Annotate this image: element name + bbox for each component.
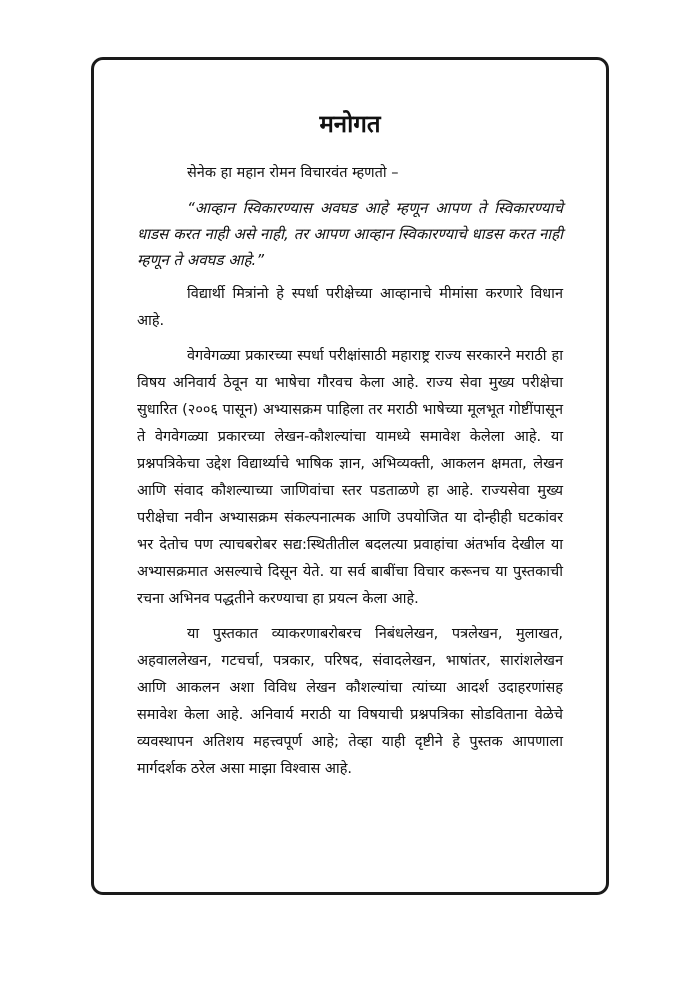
- body-text: [137, 160, 563, 791]
- paragraph: या पुस्तकात व्याकरणाबरोबरच निबंधलेखन, पत्रलेखन, मुलाखत, अहवाललेखन, गटचर्चा, पत्रकार, परिषद, संवादलेखन, भाषांतर, सारांशलेखन आणि आकलन अशा विविध लेखन कौशल्यांचा त्यांच्या आदर्श उदाहरणांसह समावेश केला आहे. अनिवार्य मराठी या विषयाची प्रश्नपत्रिका सोडविताना वेळेचे व्यवस्थापन अतिशय महत्त्वपूर्ण आहे; तेव्हा याही दृष्टीने हे पुस्तक आपणाला मार्गदर्शक ठरेल असा माझा विश्वास आहे.: [137, 626, 563, 777]
- intro-line: सेनेक हा महान रोमन विचारवंत म्हणतो –: [187, 165, 399, 181]
- page-title: मनोगत: [319, 110, 381, 138]
- seneca-quote: “आव्हान स्विकारण्यास अवघड आहे म्हणून आपण ते स्विकारण्याचे धाडस करत नाही असे नाही, तर आपण आव्हान स्विकारण्याचे धाडस करत नाही म्हणून ते अवघड आहे.”: [137, 199, 563, 269]
- paragraph: विद्यार्थी मित्रांनो हे स्पर्धा परीक्षेच्या आव्हानाचे मीमांसा करणारे विधान आहे.: [137, 286, 563, 329]
- paragraph: वेगवेगळ्या प्रकारच्या स्पर्धा परीक्षांसाठी महाराष्ट्र राज्य सरकारने मराठी हा विषय अनिवार्य ठेवून या भाषेचा गौरवच केला आहे. राज्य सेवा मुख्य परीक्षेचा सुधारित (२००६ पासून) अभ्यासक्रम पाहिला तर मराठी भाषेच्या मूलभूत गोष्टींपासून ते वेगवेगळ्या प्रकारच्या लेखन-कौशल्यांचा यामध्ये समावेश केलेला आहे. या प्रश्नपत्रिकेचा उद्देश विद्यार्थ्याचे भाषिक ज्ञान, अभिव्यक्ती, आकलन क्षमता, लेखन आणि संवाद कौशल्याच्या जाणिवांचा स्तर पडताळणे हा आहे. राज्यसेवा मुख्य परीक्षेचा नवीन अभ्यासक्रम संकल्पनात्मक आणि उपयोजित या दोन्हीही घटकांवर भर देतोच पण त्याचबरोबर सद्य:स्थितीतील बदलत्या प्रवाहांचा अंतर्भाव देखील या अभ्यासक्रमात असल्याचे दिसून येते. या सर्व बाबींचा विचार करूनच या पुस्तकाची रचना अभिनव पद्धतीने करण्याचा हा प्रयत्न केला आहे.: [137, 348, 563, 607]
